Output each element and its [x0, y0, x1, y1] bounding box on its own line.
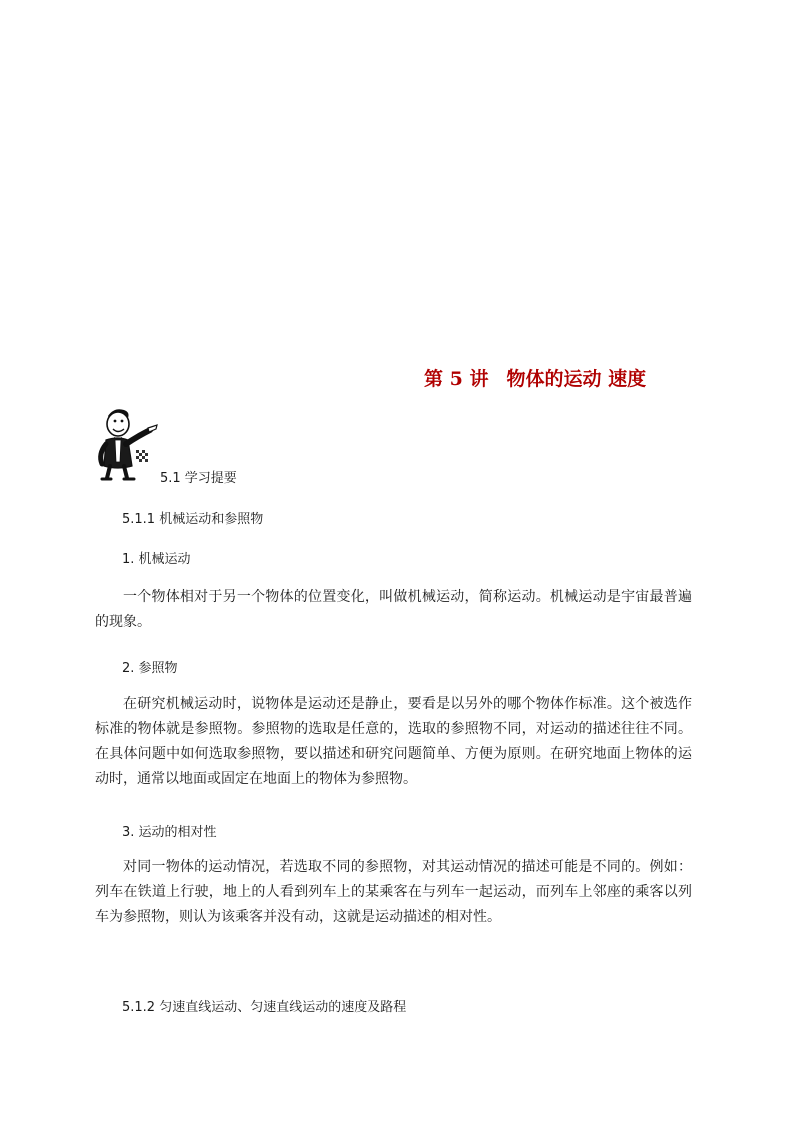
item-2-heading: 2. 参照物: [122, 661, 178, 676]
pointing-man-icon: [94, 406, 160, 482]
section-5-1-heading: 5.1 学习提要: [160, 471, 237, 486]
item-1-paragraph: 一个物体相对于另一个物体的位置变化，叫做机械运动，简称运动。机械运动是宇宙最普遍的现象。: [95, 589, 692, 630]
section-5-1-2-heading: 5.1.2 匀速直线运动、匀速直线运动的速度及路程: [122, 1000, 407, 1015]
lesson-number: 第 5 讲: [424, 368, 489, 390]
lesson-topic: 物体的运动 速度: [506, 368, 647, 390]
lesson-title: [424, 364, 646, 391]
item-3-heading: 3. 运动的相对性: [122, 825, 217, 840]
item-1-heading: 1. 机械运动: [122, 552, 191, 567]
section-5-1-1-heading: 5.1.1 机械运动和参照物: [122, 512, 264, 527]
item-3-paragraph: 对同一物体的运动情况，若选取不同的参照物，对其运动情况的描述可能是不同的。例如：列车在铁道上行驶，地上的人看到列车上的某乘客在与列车一起运动，而列车上邻座的乘客以列车为参照物，则认为该乘客并没有动，这就是运动描述的相对性。: [95, 859, 692, 925]
item-2-paragraph: 在研究机械运动时，说物体是运动还是静止，要看是以另外的哪个物体作标准。这个被选作标准的物体就是参照物。参照物的选取是任意的，选取的参照物不同，对运动的描述往往不同。在具体问题中如何选取参照物，要以描述和研究问题简单、方便为原则。在研究地面上物体的运动时，通常以地面或固定在地面上的物体为参照物。: [95, 696, 692, 787]
